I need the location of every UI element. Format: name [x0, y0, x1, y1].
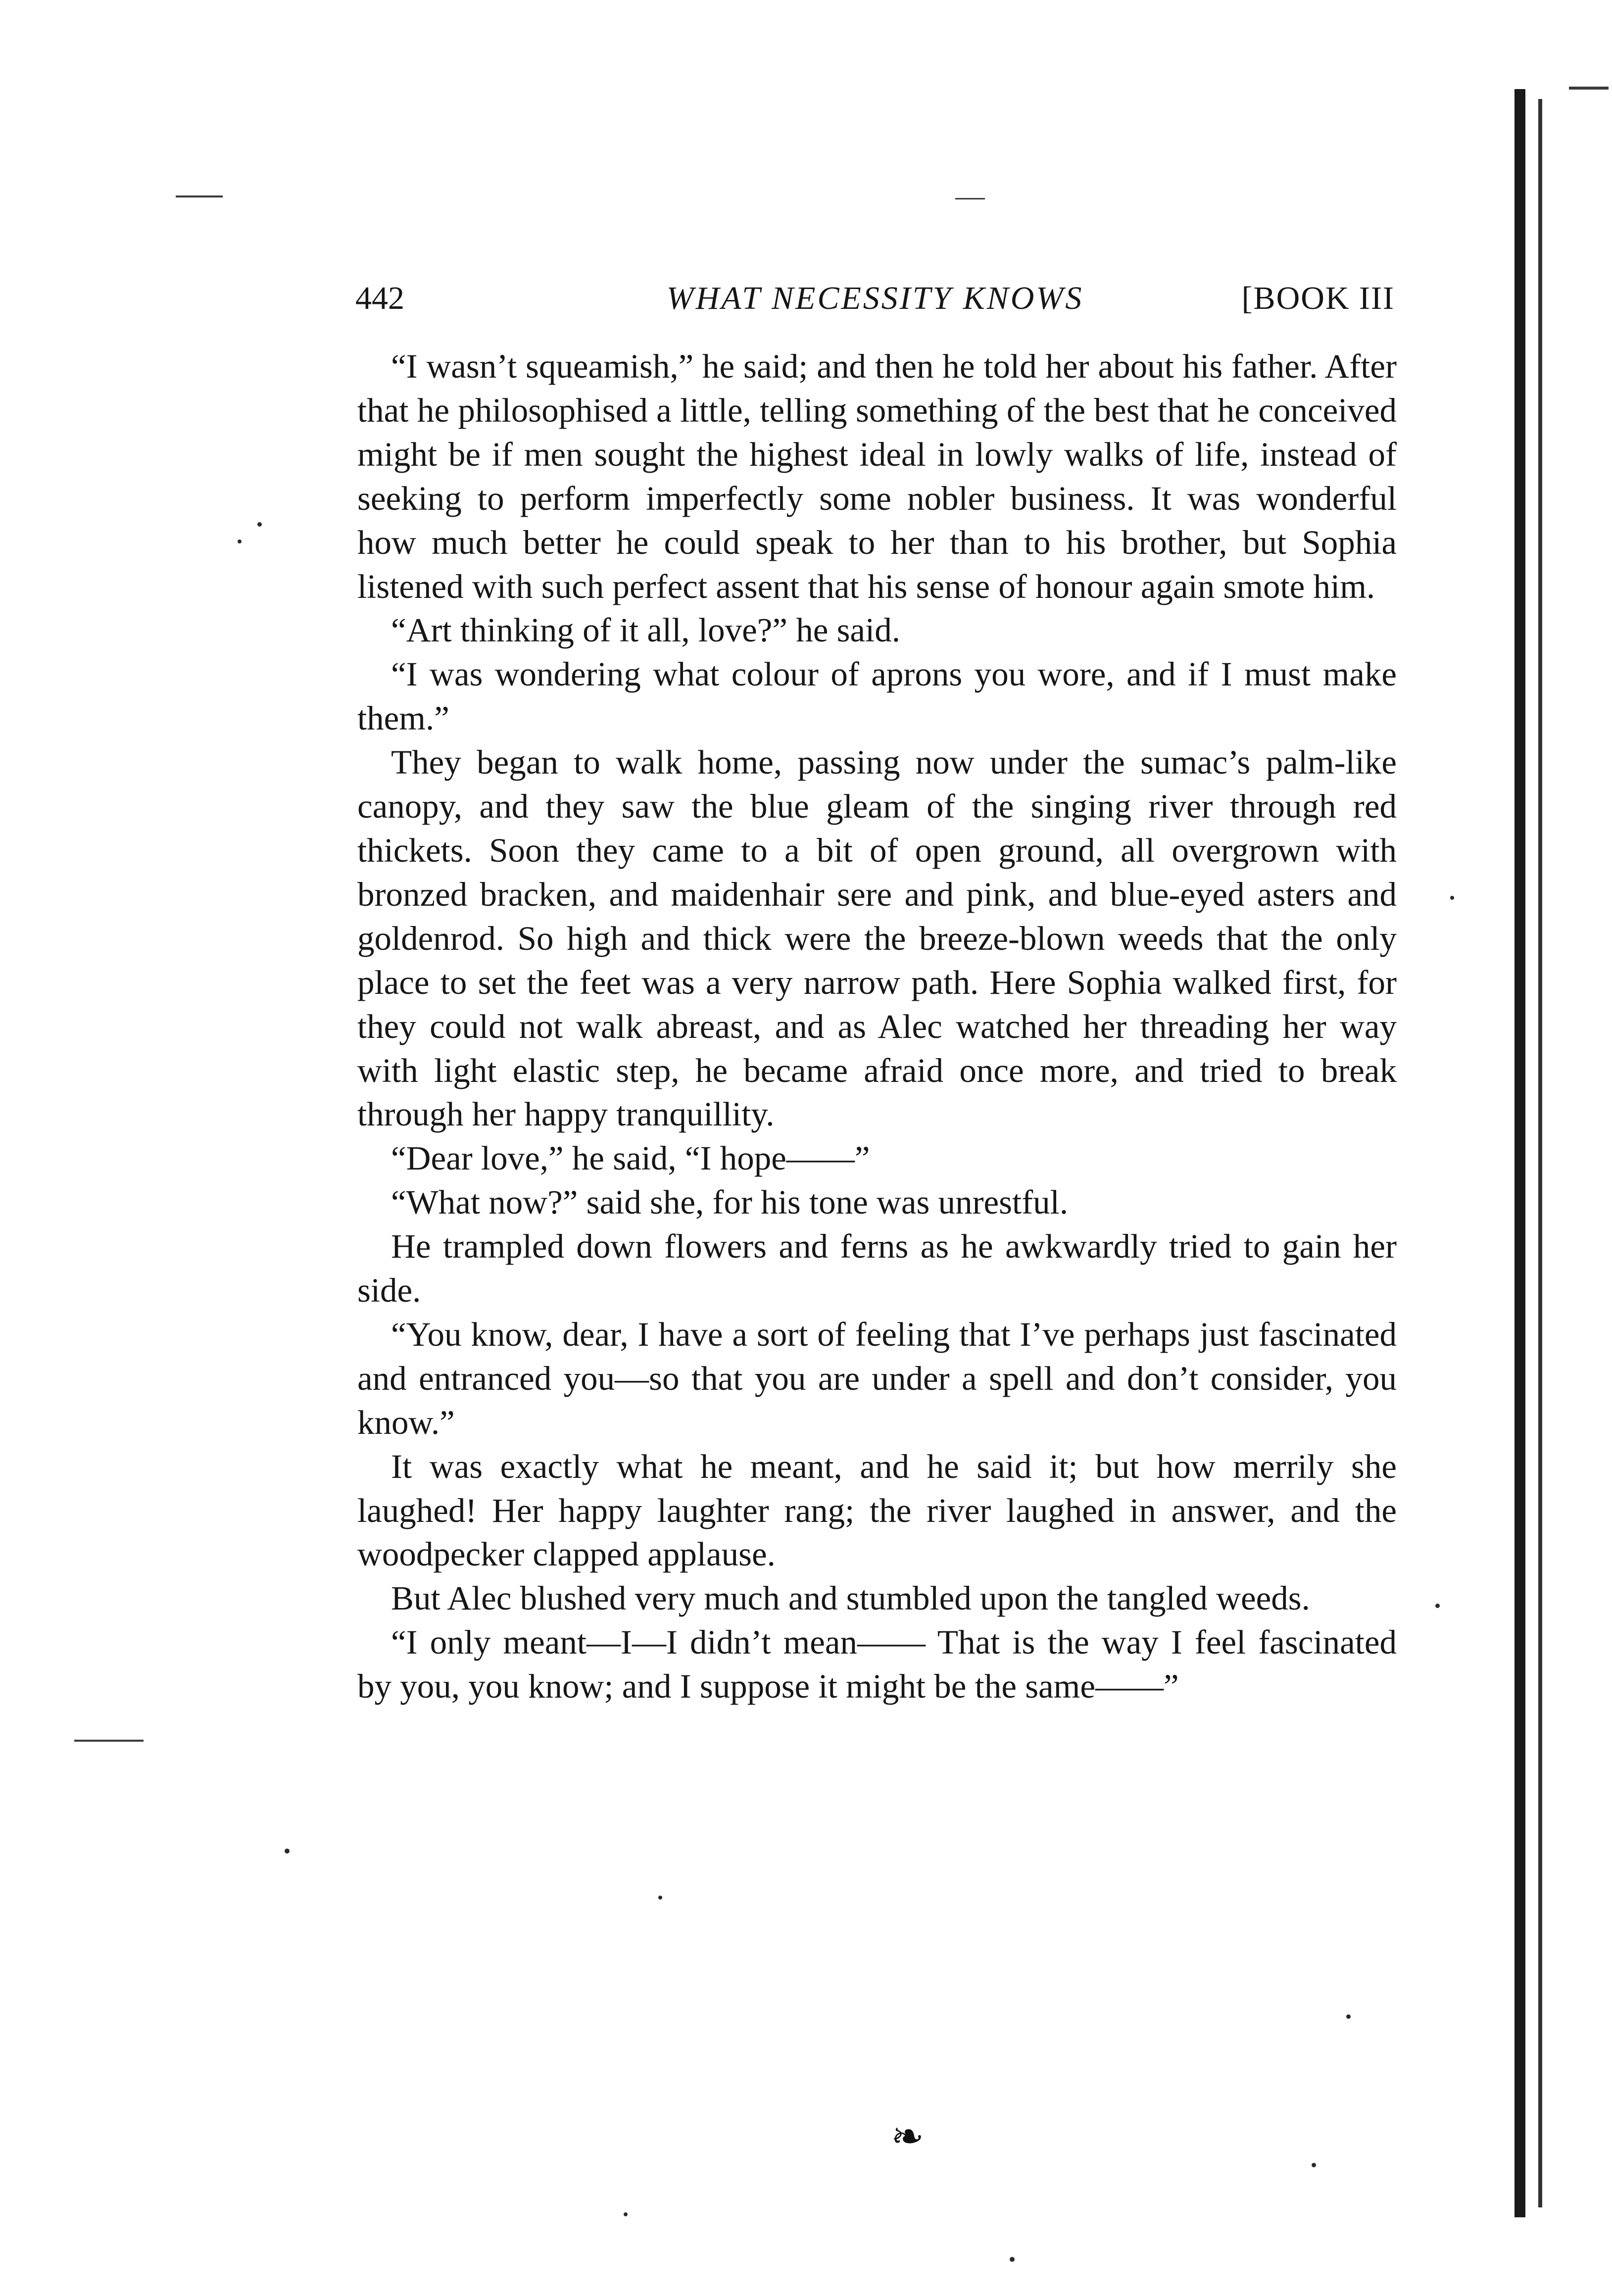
- speck: [257, 522, 262, 527]
- margin-dash: [176, 195, 223, 197]
- binding-edge-line: [1538, 99, 1542, 2207]
- speck: [238, 539, 242, 543]
- paragraph-4: They began to walk home, passing now under the sumac’s palm-like canopy, and they saw the blue gleam of the singing river through red thickets. Soon they came to a bit of open ground, all overgrown with bronzed bracken, and maidenhair sere and pink, and blue-eyed asters and goldenrod. So high and thick were the breeze-blown weeds that the only place to set the feet was a very narrow path. Here Sophia walked first, for they could not walk abreast, and as Alec watched her threading her way with light elastic step, he became afraid once more, and tried to break through her happy tranquillity.: [357, 743, 1397, 1133]
- paragraph-11: “I only meant—I—I didn’t mean—— That is the way I feel fascinated by you, you know; and I suppose it might be the same——”: [357, 1623, 1397, 1706]
- page-number: 442: [355, 280, 404, 316]
- paragraph-1: “I wasn’t squeamish,” he said; and then he told her about his father. After that he philosophised a little, telling something of the best that he conceived might be if men sought the highest ideal in lowly walks of life, instead of seeking to perform imperfectly some nobler business. It was wonderful how much better he could speak to her than to his brother, but Sophia listened with such perfect assent that his sense of honour again smote him.: [357, 347, 1397, 605]
- page-body: [357, 344, 1397, 2007]
- paragraph-8: “You know, dear, I have a sort of feeling that I’ve perhaps just fascinated and entranced you—so that you are under a spell and don’t consider, you know.”: [357, 1315, 1397, 1441]
- speck: [1010, 2257, 1015, 2262]
- paragraph-10: But Alec blushed very much and stumbled upon the tangled weeds.: [391, 1579, 1310, 1617]
- speck: [1435, 1604, 1440, 1608]
- paragraph-9: It was exactly what he meant, and he said it; but how merrily she laughed! Her happy laughter rang; the river laughed in answer, and the woodpecker clapped applause.: [357, 1447, 1397, 1573]
- running-header: [355, 271, 1395, 326]
- margin-dash: [955, 198, 985, 199]
- paragraph-7: He trampled down flowers and ferns as he awkwardly tried to gain her side.: [357, 1227, 1397, 1310]
- speck: [285, 1849, 290, 1854]
- speck: [1312, 2163, 1316, 2167]
- speck: [624, 2212, 628, 2216]
- paragraph-3: “I was wondering what colour of aprons you wore, and if I must make them.”: [357, 655, 1397, 737]
- paragraph-5: “Dear love,” he said, “I hope——”: [391, 1139, 870, 1177]
- paragraph-2: “Art thinking of it all, love?” he said.: [391, 611, 900, 649]
- edge-mark: [1569, 87, 1609, 90]
- speck: [1450, 896, 1454, 900]
- speck: [1346, 2014, 1351, 2019]
- book-label: [BOOK III: [1241, 280, 1395, 316]
- running-title: WHAT NECESSITY KNOWS: [666, 280, 1084, 316]
- binding-edge-shadow: [1514, 89, 1525, 2217]
- margin-dash: [74, 1740, 144, 1742]
- speck: [658, 1896, 662, 1900]
- paragraph-6: “What now?” said she, for his tone was unrestful.: [391, 1183, 1069, 1221]
- page-ornament: ❧: [891, 2115, 925, 2159]
